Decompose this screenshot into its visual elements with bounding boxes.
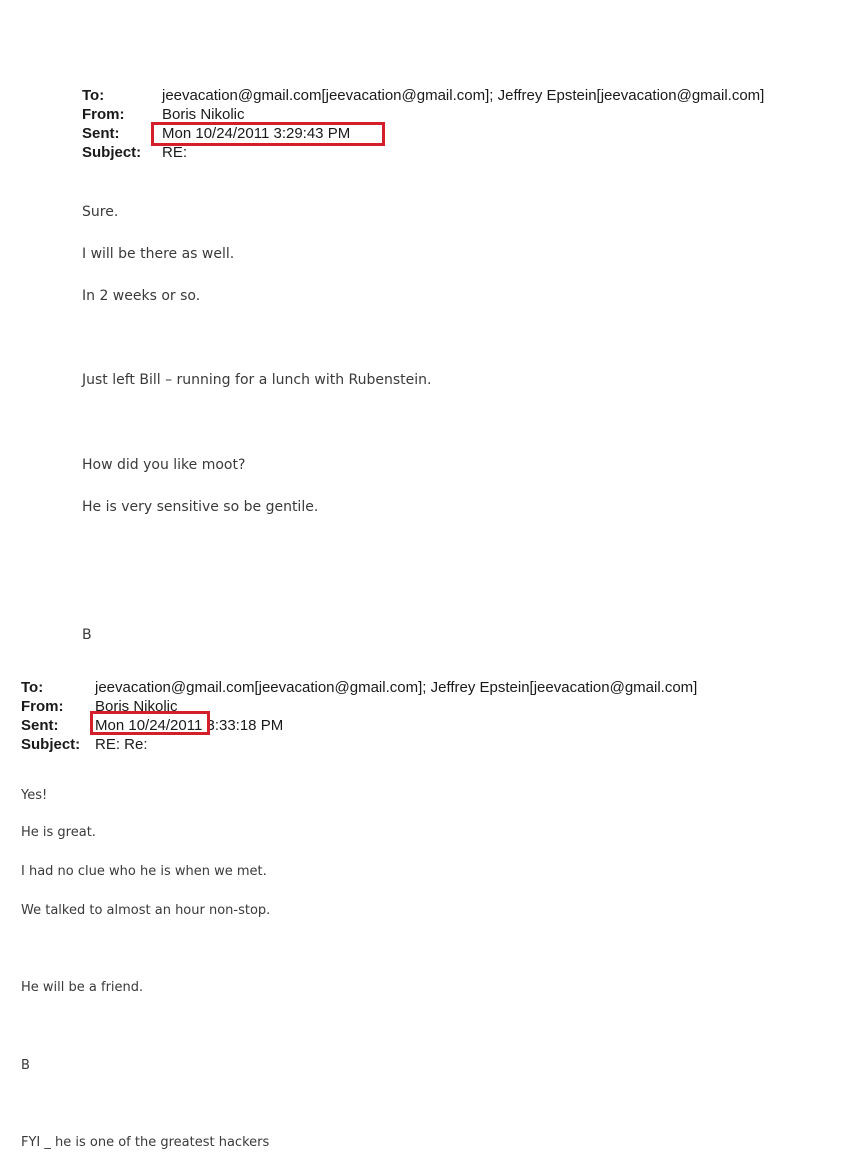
sent-time: 3:33:18 PM [202,717,284,734]
email-1-body-line: Just left Bill – running for a lunch with Rubenstein. [82,372,432,388]
email-2-body-line: He is great. [21,825,96,840]
to-row [21,678,697,697]
highlight-box-sent-2 [90,711,210,735]
highlight-box-sent-1 [151,122,385,146]
sent-date: Mon 10/24/2011 [95,717,203,734]
email-2-body-line: We talked to almost an hour non-stop. [21,903,271,918]
email-2-body-line: FYI _ he is one of the greatest hackers [21,1135,270,1150]
email-1-body-line: In 2 weeks or so. [82,288,201,304]
email-1-body-line: How did you like moot? [82,457,246,473]
email-1-body-line: He is very sensitive so be gentile. [82,499,319,515]
email-2-body-line: Yes! [21,788,48,803]
email-1-signature: B [82,627,92,643]
subject-value: RE: Re: [95,736,148,753]
to-value: jeevacation@gmail.com[jeevacation@gmail.com]; Jeffrey Epstein[jeevacation@gmail.com] [95,679,698,696]
email-1-body-line: Sure. [82,204,119,220]
subject-label: Subject: [21,736,81,753]
sent-value: Mon 10/24/2011 3:29:43 PM [162,125,351,142]
to-value: jeevacation@gmail.com[jeevacation@gmail.com]; Jeffrey Epstein[jeevacation@gmail.com] [162,87,765,104]
from-label: From: [21,698,64,715]
from-label: From: [82,106,125,123]
subject-label: Subject: [82,144,142,161]
to-label: To: [21,679,44,696]
sent-label: Sent: [21,717,59,734]
email-2-signature: B [21,1058,30,1073]
to-row [82,86,764,105]
email-2-body-line: I had no clue who he is when we met. [21,864,267,879]
email-1-body-line: I will be there as well. [82,246,235,262]
subject-row [21,735,697,754]
from-value: Boris Nikolic [162,106,245,123]
sent-label: Sent: [82,125,120,142]
from-value: Boris Nikolic [95,698,178,715]
to-label: To: [82,87,105,104]
email-2-body-line: He will be a friend. [21,980,144,995]
subject-value: RE: [162,144,188,161]
